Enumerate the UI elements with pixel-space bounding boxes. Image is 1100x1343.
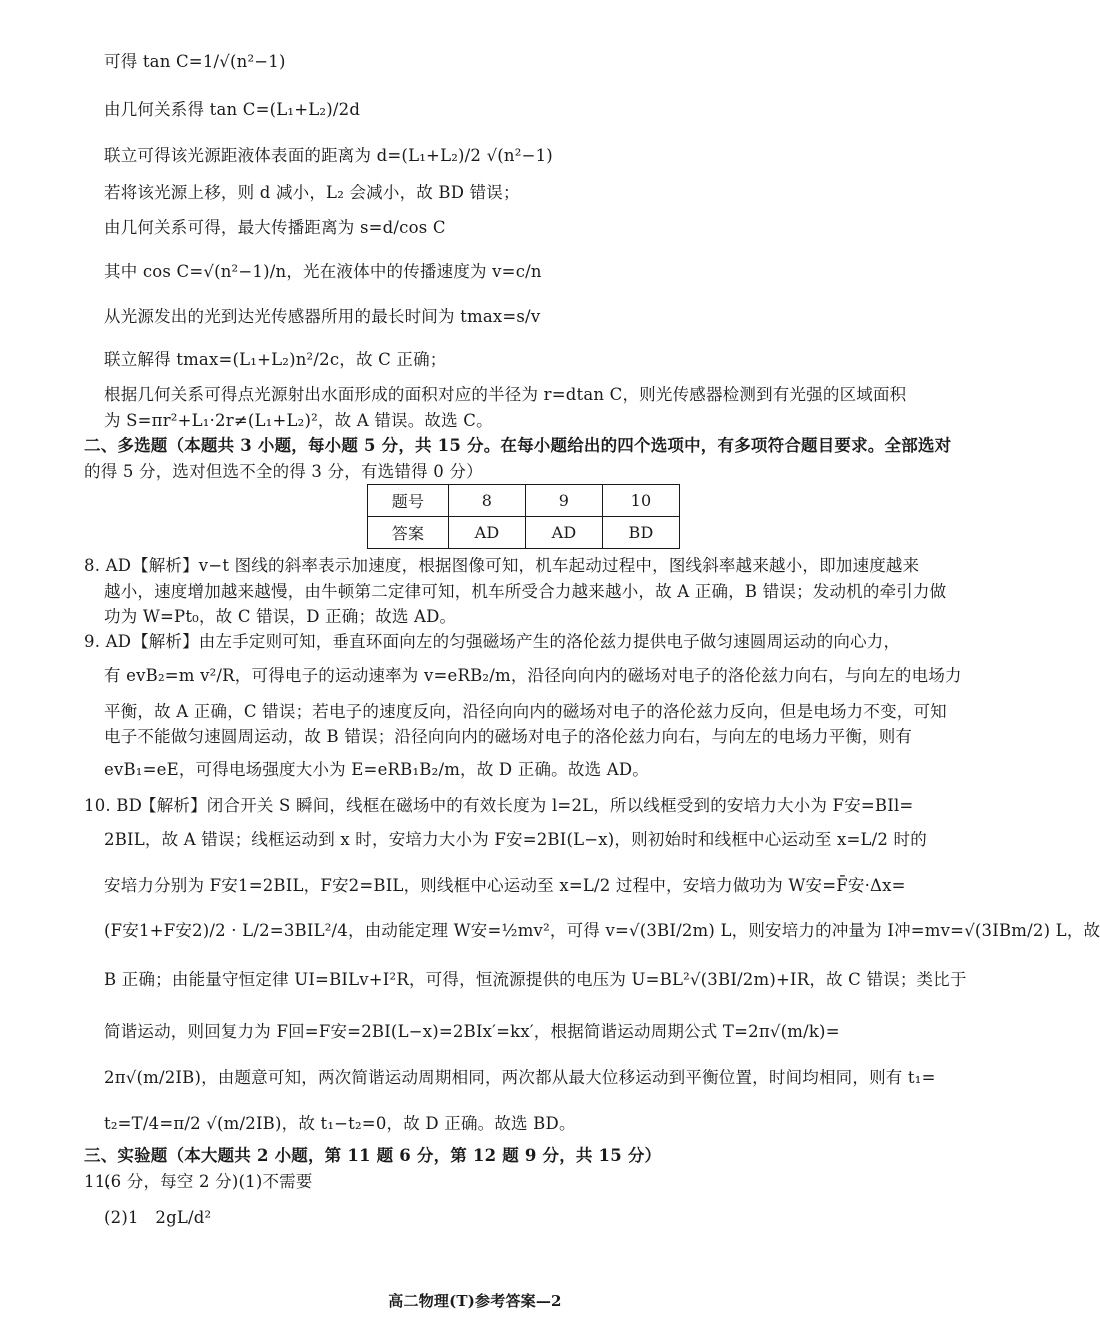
q9-line-1: 【解析】由左手定则可知，垂直环面向左的匀强磁场产生的洛伦兹力提供电子做匀速圆周运动的向心力， <box>132 632 901 651</box>
table-cell: AD <box>449 517 526 549</box>
line-max-distance: 由几何关系可得，最大传播距离为 s=d/cos C <box>104 218 446 237</box>
q11-line-1: (6 分，每空 2 分)(1)不需要 <box>104 1172 313 1191</box>
line-move-up: 若将该光源上移，则 d 减小，L₂ 会减小，故 BD 错误； <box>104 183 520 202</box>
line-radius: 根据几何关系可得点光源射出水面形成的面积对应的半径为 r=dtan C，则光传感器检测到有光强的区域面积 <box>104 385 907 404</box>
q10-line-5: B 正确；由能量守恒定律 UI=BILv+I²R，可得，恒流源提供的电压为 U=BL²√(3BI/2m)+IR，故 C 错误；类比于 <box>104 970 967 989</box>
q10-line-6: 简谐运动，则回复力为 F回=F安=2BI(L−x)=2BIx′=kx′，根据简谐运动周期公式 T=2π√(m/k)= <box>104 1022 840 1041</box>
table-cell: 9 <box>526 485 603 517</box>
table-cell: 题号 <box>368 485 449 517</box>
q8-number: 8. AD <box>84 556 132 575</box>
line-distance-d: 联立可得该光源距液体表面的距离为 d=(L₁+L₂)/2 √(n²−1) <box>104 146 553 165</box>
q11-line-2: (2)1 2gL/d² <box>104 1208 212 1227</box>
q8-line-1: 【解析】v−t 图线的斜率表示加速度，根据图像可知，机车起动过程中，图线斜率越来越小，即加速度越来 <box>132 556 920 575</box>
line-tanC: 可得 tan C=1/√(n²−1) <box>104 52 286 71</box>
table-cell: AD <box>526 517 603 549</box>
section2-title-cont: 的得 5 分，选对但选不全的得 3 分，有选错得 0 分） <box>84 462 483 481</box>
q10-line-8: t₂=T/4=π/2 √(m/2IB)，故 t₁−t₂=0，故 D 正确。故选 BD。 <box>104 1114 576 1133</box>
q9-line-4: 电子不能做匀速圆周运动，故 B 错误；沿径向向内的磁场对电子的洛伦兹力向右，与向左的电场力平衡，则有 <box>104 727 913 746</box>
line-tmax-result: 联立解得 tmax=(L₁+L₂)n²/2c，故 C 正确； <box>104 350 447 369</box>
section3-title: 三、实验题（本大题共 2 小题，第 11 题 6 分，第 12 题 9 分，共 15 分） <box>84 1146 662 1165</box>
q10-line-2: 2BIL，故 A 错误；线框运动到 x 时，安培力大小为 F安=2BI(L−x)，则初始时和线框中心运动至 x=L/2 时的 <box>104 830 927 849</box>
q10-line-1: 【解析】闭合开关 S 瞬间，线框在磁场中的有效长度为 l=2L，所以线框受到的安培力大小为 F安=BIl= <box>140 796 914 815</box>
q9-line-3: 平衡，故 A 正确，C 错误；若电子的速度反向，沿径向向内的磁场对电子的洛伦兹力反向，但是电场力不变，可知 <box>104 702 947 721</box>
answer-table <box>367 484 680 549</box>
page-footer: 高二物理(T)参考答案—2 <box>388 1292 562 1310</box>
q10-line-3: 安培力分别为 F安1=2BIL，F安2=BIL，则线框中心运动至 x=L/2 过程中，安培力做功为 W安=F̄安·Δx= <box>104 876 906 895</box>
q11-number: 11. <box>84 1172 111 1191</box>
q9-line-5: evB₁=eE，可得电场强度大小为 E=eRB₁B₂/m，故 D 正确。故选 AD。 <box>104 760 649 779</box>
answer-table-header-row <box>368 485 680 517</box>
q10-line-4: (F安1+F安2)/2 · L/2=3BIL²/4，由动能定理 W安=½mv²，可得 v=√(3BI/2m) L，则安培力的冲量为 I冲=mv=√(3IBm/2) L，故 <box>104 921 1100 940</box>
q9-line-2: 有 evB₂=m v²/R，可得电子的运动速率为 v=eRB₂/m，沿径向向内的磁场对电子的洛伦兹力向右，与向左的电场力 <box>104 666 962 685</box>
q9-number: 9. AD <box>84 632 132 651</box>
table-cell: 答案 <box>368 517 449 549</box>
table-cell: BD <box>603 517 680 549</box>
table-cell: 10 <box>603 485 680 517</box>
line-tmax: 从光源发出的光到达光传感器所用的最长时间为 tmax=s/v <box>104 307 541 326</box>
q8-line-2: 越小，速度增加越来越慢，由牛顿第二定律可知，机车所受合力越来越小，故 A 正确，B 错误；发动机的牵引力做 <box>104 582 947 601</box>
q10-line-7: 2π√(m/2IB)，由题意可知，两次简谐运动周期相同，两次都从最大位移运动到平衡位置，时间均相同，则有 t₁= <box>104 1068 936 1087</box>
line-geometry-tanC: 由几何关系得 tan C=(L₁+L₂)/2d <box>104 100 361 119</box>
line-area: 为 S=πr²+L₁·2r≠(L₁+L₂)²，故 A 错误。故选 C。 <box>104 411 493 430</box>
answer-table-answer-row <box>368 517 680 549</box>
table-cell: 8 <box>449 485 526 517</box>
line-cosC: 其中 cos C=√(n²−1)/n，光在液体中的传播速度为 v=c/n <box>104 262 542 281</box>
section2-title: 二、多选题（本题共 3 小题，每小题 5 分，共 15 分。在每小题给出的四个选项中，有多项符合题目要求。全部选对 <box>84 436 952 455</box>
q8-line-3: 功为 W=Pt₀，故 C 错误，D 正确；故选 AD。 <box>104 607 457 626</box>
q10-number: 10. BD <box>84 796 143 815</box>
